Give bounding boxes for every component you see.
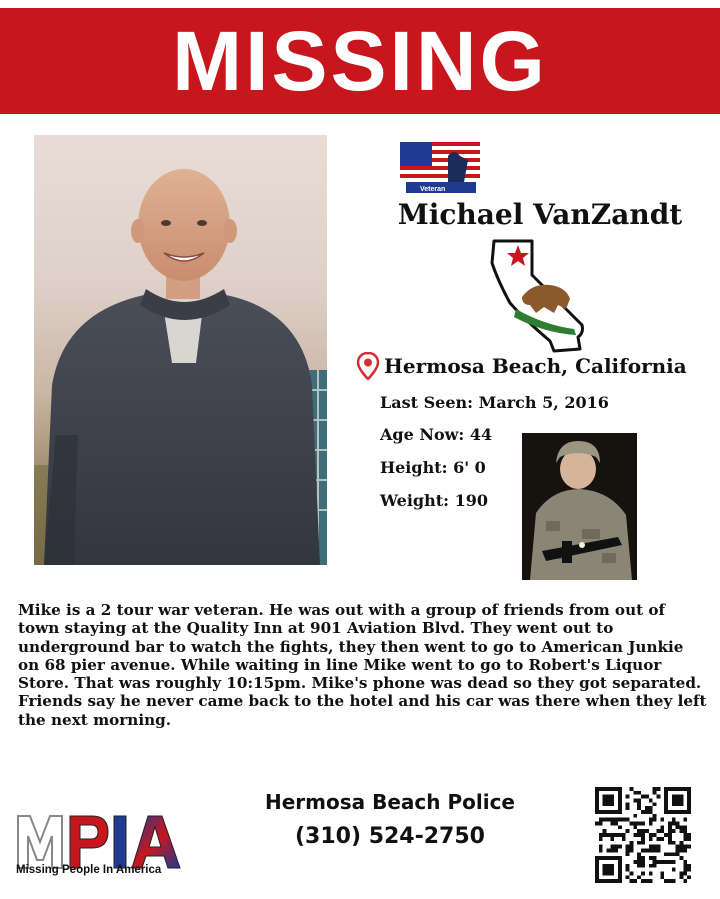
missing-banner bbox=[0, 8, 720, 114]
location-row bbox=[356, 351, 687, 381]
police-name: Hermosa Beach Police bbox=[265, 790, 515, 814]
case-description: Mike is a 2 tour war veteran. He was out with a group of friends from out of town staying at the Quality Inn at 901 Aviation Blvd. They went out to underground bar to watch the fights, they then went to go to American Junkie on 68 pier avenue. While waiting in line Mike went to go to Robert's Liquor Store. That was roughly 10:15pm. Mike's phone was dead so they got separated. Friends say he never came back to the hotel and his car was there when they left the next morning. bbox=[18, 601, 707, 729]
age-now: Age Now: 44 bbox=[380, 425, 493, 444]
veteran-badge-text: Veteran bbox=[420, 186, 446, 193]
person-name: Michael VanZandt bbox=[397, 198, 683, 231]
soldier-photo bbox=[522, 433, 637, 580]
qr-code-icon bbox=[595, 787, 691, 883]
height: Height: 6' 0 bbox=[380, 458, 486, 477]
main-person-photo bbox=[34, 135, 327, 565]
veteran-flag-icon bbox=[398, 138, 482, 196]
california-bear-map-icon bbox=[484, 237, 594, 355]
location-pin-icon bbox=[356, 352, 380, 380]
banner-title: MISSING bbox=[172, 14, 548, 108]
weight: Weight: 190 bbox=[380, 491, 489, 510]
police-phone: (310) 524-2750 bbox=[295, 824, 485, 849]
mpia-caption: Missing People In America bbox=[16, 864, 162, 876]
location-text: Hermosa Beach, California bbox=[384, 354, 687, 378]
last-seen: Last Seen: March 5, 2016 bbox=[380, 393, 609, 412]
